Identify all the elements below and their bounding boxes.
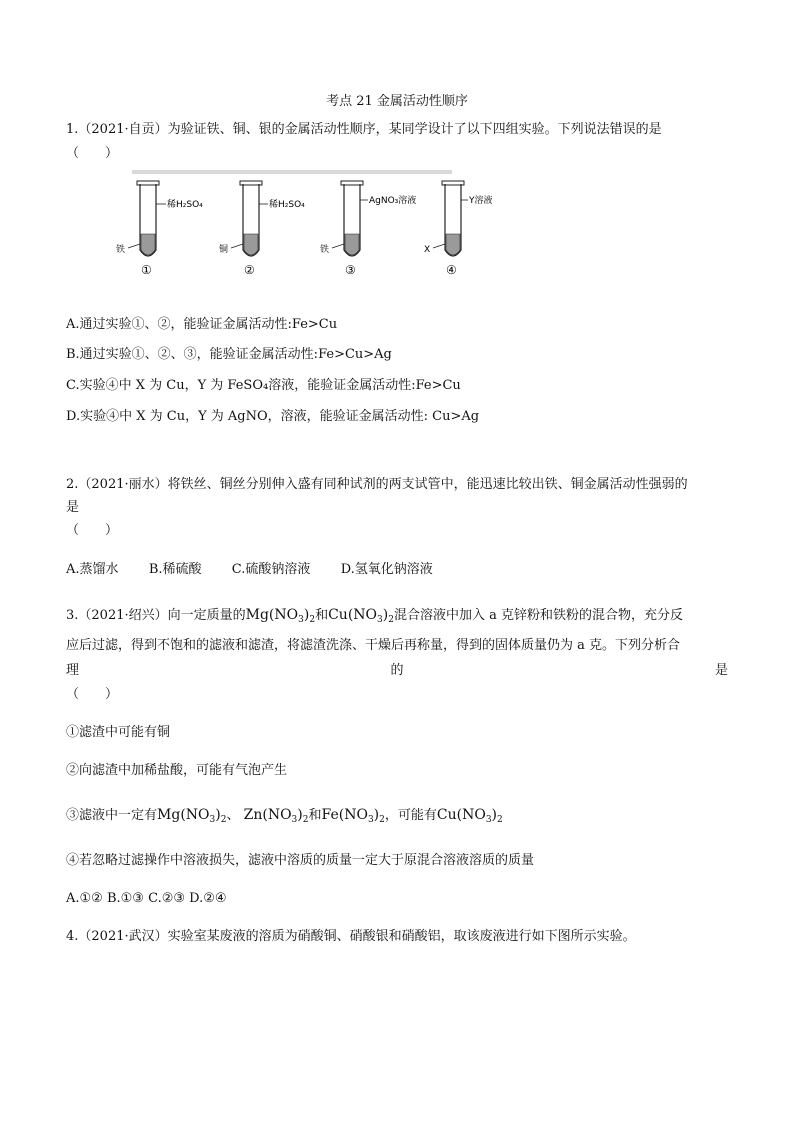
q3-formula-cu: $Cu(NO_3)_2$	[328, 607, 394, 625]
q2-option-b: B.稀硫酸	[148, 562, 202, 577]
q1-option-a: A.通过实验①、②，能验证金属活动性:Fe>Cu	[66, 317, 338, 332]
test-tube-4	[424, 181, 492, 277]
q3-formula-mg: $Mg(NO_3)_2$	[245, 607, 316, 625]
page-title: 考点 21 金属活动性顺序	[326, 94, 468, 109]
q1-paren: （ ）	[66, 146, 119, 161]
q1-test-tube-figure	[112, 170, 492, 285]
q2-option-a: A.蒸馏水	[66, 562, 119, 577]
q3-options: A.①② B.①③ C.②③ D.②④	[66, 891, 227, 906]
test-tube-2	[219, 181, 305, 277]
q1-stem: 1.（2021·自贡）为验证铁、铜、银的金属活动性顺序，某同学设计了以下四组实验。下列说法错误的是	[66, 122, 662, 137]
tube-1-reagent: 稀H₂SO₄	[167, 200, 203, 210]
q3-stem-part-b: 混合溶液中加入 a 克锌粉和铁粉的混合物，充分反	[393, 608, 683, 623]
tube-4-number: ④	[446, 263, 457, 277]
q2-option-d: D.氢氧化钠溶液	[340, 562, 433, 577]
q3-and: 和	[315, 608, 329, 623]
q3-item-2: ②向滤渣中加稀盐酸，可能有气泡产生	[66, 763, 288, 778]
q1-option-b: B.通过实验①、②、③，能验证金属活动性:Fe>Cu>Ag	[66, 347, 392, 362]
q3-line2: 应后过滤，得到不饱和的滤液和滤渣，将滤渣洗涤、干燥后再称量，得到的固体质量仍为 a 克。下列分析合	[66, 638, 681, 653]
tube-3-reagent: AgNO₃溶液	[369, 196, 417, 206]
q2-stem-end: 是	[66, 500, 80, 515]
q3-item3-mg: $Mg(NO_3)_2$	[157, 807, 227, 825]
q3-stem-part-a: 3.（2021·绍兴）向一定质量的	[66, 608, 246, 623]
tube-4-metal: X	[424, 245, 431, 255]
tube-3-number: ③	[345, 263, 356, 277]
q3-item-3: ③滤液中一定有$Mg(NO_3)_2$、 $Zn(NO_3)_2$和$Fe(NO_3)_2$，可能有$Cu(NO_3)_2$	[66, 807, 503, 825]
q3-item-1: ①滤渣中可能有铜	[66, 725, 171, 740]
q4-stem: 4.（2021·武汉）实验室某废液的溶质为硝酸铜、硝酸银和硝酸铝，取该废液进行如下图所示实验。	[66, 929, 636, 944]
q3-item3-cu: $Cu(NO_3)_2$	[436, 807, 503, 825]
tube-2-metal: 铜	[219, 245, 229, 255]
tube-2-number: ②	[244, 263, 255, 277]
test-tube-1	[116, 181, 203, 277]
q3-stem	[66, 606, 683, 629]
tube-3-metal: 铁	[320, 245, 330, 255]
q1-option-d: D.实验④中 X 为 Cu，Y 为 AgNO，溶液，能验证金属活动性: Cu>Ag	[66, 409, 480, 424]
q2-stem: 2.（2021·丽水）将铁丝、铜丝分别伸入盛有同种试剂的两支试管中，能迅速比较出铁、铜金属活动性强弱的	[66, 477, 688, 492]
tube-1-metal: 铁	[116, 245, 126, 255]
q2-option-c: C.硫酸钠溶液	[231, 562, 311, 577]
q2-options	[66, 561, 433, 579]
tube-1-number: ①	[141, 263, 152, 277]
q1-option-c: C.实验④中 X 为 Cu，Y 为 FeSO₄溶液，能验证金属活动性:Fe>Cu	[66, 378, 461, 393]
q3-line3-word-3: 是	[714, 663, 728, 678]
q2-paren: （ ）	[66, 523, 119, 538]
q3-item3-zn: $Zn(NO_3)_2$	[243, 807, 309, 825]
tube-2-reagent: 稀H₂SO₄	[269, 200, 305, 210]
q3-line3-word-1: 理	[66, 663, 80, 678]
q3-item-4: ④若忽略过滤操作中溶液损失，滤液中溶质的质量一定大于原混合溶液溶质的质量	[66, 853, 535, 868]
q3-line3	[66, 662, 728, 680]
tube-4-reagent: Y溶液	[469, 196, 492, 206]
q3-item3-fe: $Fe(NO_3)_2$	[321, 807, 385, 825]
test-tube-3	[320, 181, 416, 277]
q3-line3-word-2: 的	[390, 663, 404, 678]
q3-paren: （ ）	[66, 687, 119, 702]
